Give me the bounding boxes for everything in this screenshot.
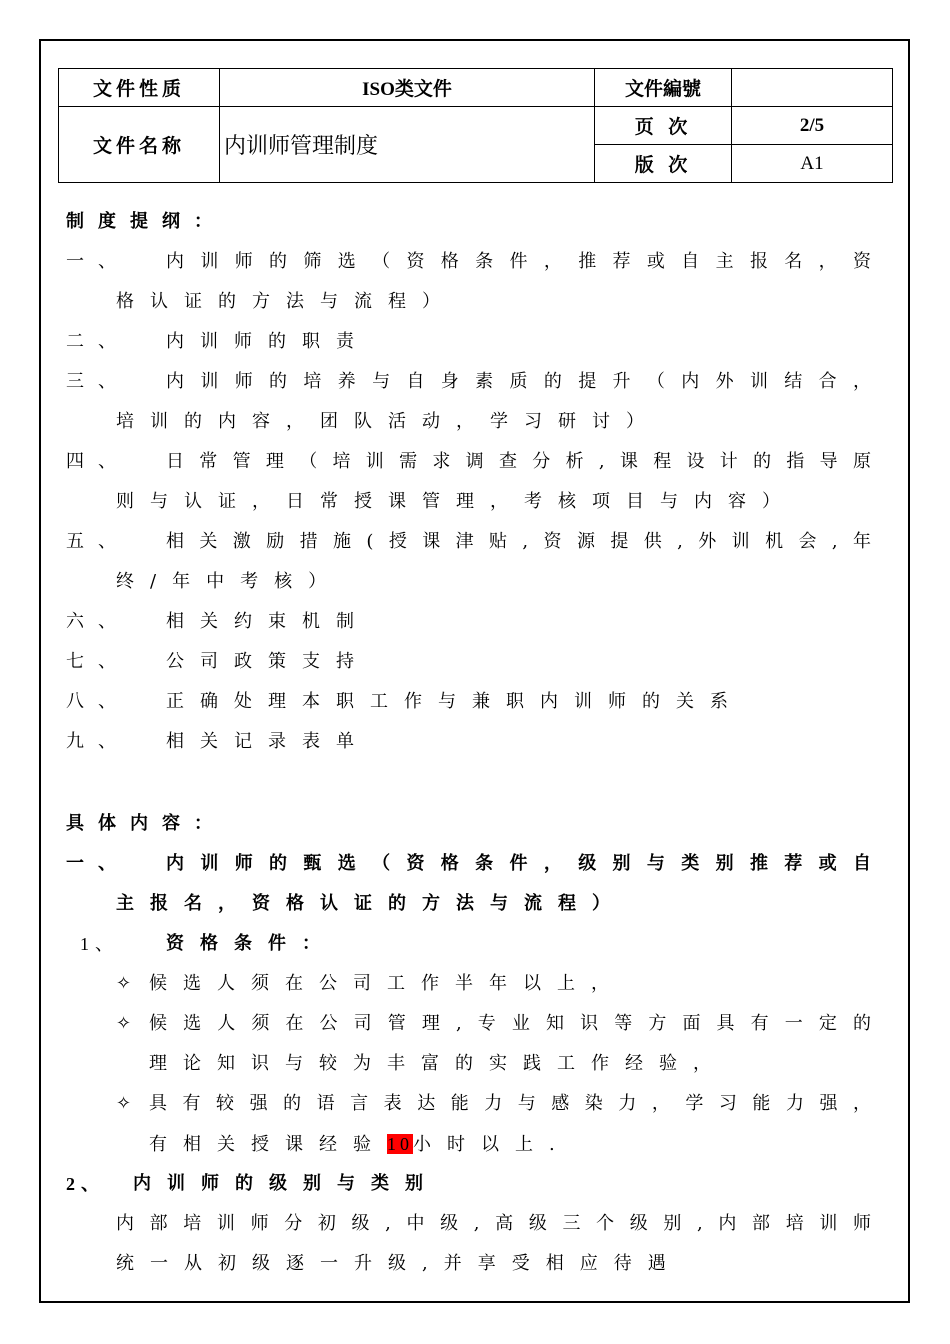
outline-item-2: 内训师的职责 — [166, 331, 370, 352]
outline-num-7: 七、 — [66, 651, 130, 672]
bullet-3: 具有较强的语言表达能力与感染力，学习能力强， — [149, 1093, 871, 1114]
sub-1-num: 1、 — [80, 934, 119, 954]
outline-item-8: 正确处理本职工作与兼职内训师的关系 — [166, 691, 744, 712]
diamond-outline-icon: ✧ — [116, 1093, 132, 1114]
outline-item-5: 相关激励措施(授课津贴,资源提供,外训机会,年 — [166, 531, 871, 552]
file-number-label: 文件編號 — [595, 69, 732, 107]
outline-num-4: 四、 — [66, 451, 130, 472]
outline-item-1-cont: 格认证的方法与流程） — [116, 291, 456, 312]
outline-item-4: 日常管理（培训需求调查分析,课程设计的指导原 — [166, 451, 871, 472]
section-1-heading-cont: 主报名，资格认证的方法与流程） — [116, 893, 626, 914]
file-number-value — [732, 69, 893, 107]
file-nature-label: 文件性质 — [59, 69, 220, 107]
outline-item-7: 公司政策支持 — [166, 651, 370, 672]
diamond-outline-icon: ✧ — [116, 1013, 132, 1034]
file-nature-value: ISO类文件 — [220, 69, 595, 107]
paragraph-line-1: 内部培训师分初级,中级,高级三个级别,内部培训师 — [116, 1213, 871, 1234]
page-value: 2/5 — [732, 107, 893, 145]
file-name-value: 内训师管理制度 — [220, 107, 595, 183]
document-header-table — [58, 68, 893, 183]
outline-item-9: 相关记录表单 — [166, 731, 370, 752]
outline-item-4-cont: 则与认证，日常授课管理，考核项目与内容） — [116, 491, 796, 512]
outline-num-5: 五、 — [66, 531, 130, 552]
outline-title: 制度提纲： — [66, 211, 226, 232]
bullet-2: 候选人须在公司管理,专业知识等方面具有一定的 — [149, 1013, 871, 1034]
page-label: 页 次 — [595, 107, 732, 145]
content-title: 具体内容： — [66, 813, 226, 834]
outline-item-5-cont: 终/年中考核） — [116, 571, 343, 592]
bullet-3-cont-pre: 有相关授课经验 — [149, 1134, 387, 1155]
bullet-1: 候选人须在公司工作半年以上， — [149, 973, 625, 994]
bullet-3-cont-post: 小时以上. — [413, 1134, 571, 1155]
section-1-num: 一、 — [66, 853, 130, 874]
highlighted-hours: 10 — [387, 1134, 413, 1154]
section-1-heading: 内训师的甄选（资格条件，级别与类别推荐或自 — [166, 853, 871, 874]
version-value: A1 — [732, 145, 893, 183]
outline-item-3: 内训师的培养与自身素质的提升（内外训结合， — [166, 371, 871, 392]
diamond-outline-icon: ✧ — [116, 973, 132, 994]
bullet-3-cont — [149, 1132, 571, 1157]
file-name-label: 文件名称 — [59, 107, 220, 183]
paragraph-line-2: 统一从初级逐一升级,并享受相应待遇 — [116, 1253, 682, 1274]
sub-2-num: 2、 — [66, 1174, 105, 1194]
outline-num-3: 三、 — [66, 371, 130, 392]
outline-num-1: 一、 — [66, 251, 130, 272]
sub-2-heading: 内训师的级别与类别 — [133, 1173, 439, 1194]
outline-item-3-cont: 培训的内容，团队活动，学习研讨） — [116, 411, 660, 432]
outline-num-6: 六、 — [66, 611, 130, 632]
bullet-2-cont: 理论知识与较为丰富的实践工作经验， — [149, 1053, 727, 1074]
version-label: 版 次 — [595, 145, 732, 183]
outline-item-1: 内训师的筛选（资格条件，推荐或自主报名，资 — [166, 251, 871, 272]
outline-num-2: 二、 — [66, 331, 130, 352]
outline-num-8: 八、 — [66, 691, 130, 712]
outline-item-6: 相关约束机制 — [166, 611, 370, 632]
sub-1-heading: 资格条件： — [166, 933, 336, 954]
outline-num-9: 九、 — [66, 731, 130, 752]
